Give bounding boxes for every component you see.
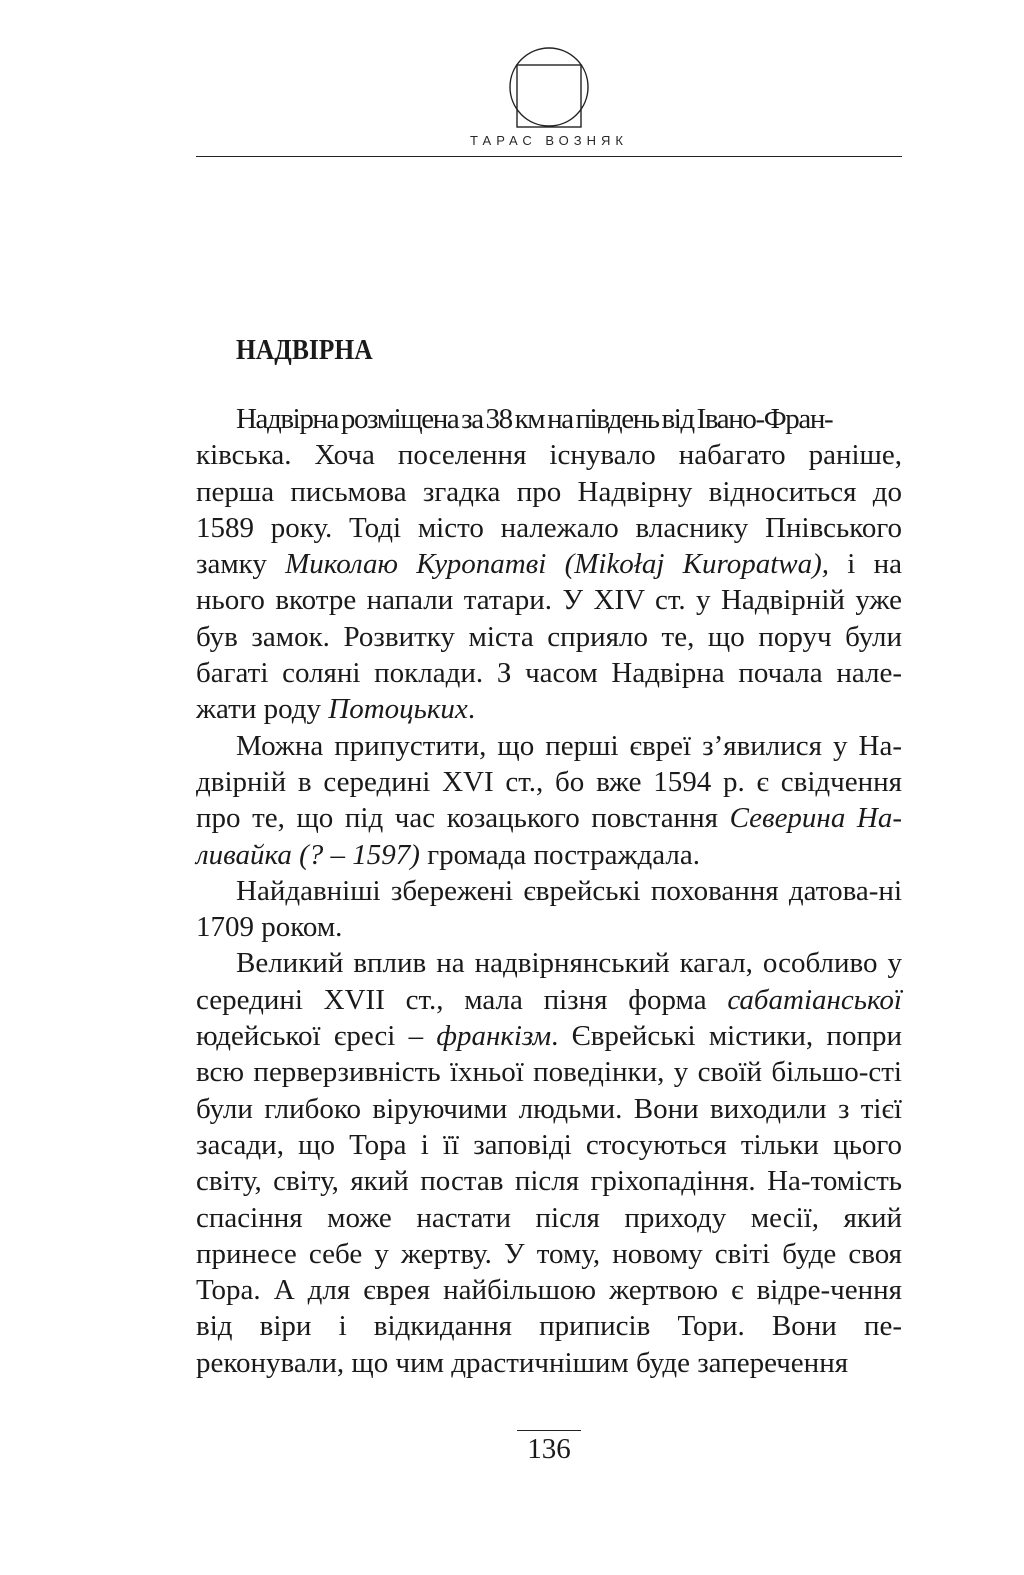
chapter-title: НАДВІРНА <box>236 334 373 366</box>
paragraph-2: Можна припустити, що перші євреї з’явилися у На-двірній в середині XVI ст., бо вже 1594 р. є свідчення про те, що під час козацького повстання Северина На-ливайка (? – 1597) громада постраждала. <box>196 729 903 871</box>
running-head: ТАРАС ВОЗНЯК <box>470 133 628 148</box>
paragraph-4: Великий вплив на надвірнянський кагал, особливо у середині XVII ст., мала пізня форма сабатіанської юдейської єресі – франкізм. Єврейські містики, попри всю перверзивність їхньої поведінки, у своїй більшо-сті були глибоко віруючими людьми. Вони виходили з тієї засади, що Тора і її заповіді стосуються тільки цього світу, світу, який постав після гріхопадіння. На-томість спасіння може настати після приходу месії, який принесе себе у жертву. У тому, новому світі буде своя Тора. А для єврея найбільшою жертвою є відре-чення від віри і відкидання приписів Тори. Вони пе-реконували, що чим драстичнішим буде заперечення <box>196 947 902 1379</box>
paragraph-1-first-line: Надвірна розміщена за 38 км на південь від Івано-Фран- <box>236 403 833 435</box>
paragraph-1: ківська. Хоча поселення існувало набагато раніше, перша письмова згадка про Надвірну відноситься до 1589 року. Тоді місто належало власнику Пнівського замку Миколаю Куропатві (Mikołaj Kuropatwa), і на нього вкотре напали татари. У XIV ст. у Надвірній уже був замок. Розвитку міста сприяло те, що поруч були багаті соляні поклади. З часом Надвірна почала нале-жати роду Потоцьких. <box>196 439 903 726</box>
page-number: 136 <box>196 1430 902 1466</box>
italic-term-frankism: франкізм <box>436 1020 552 1053</box>
italic-term-sabbatean: сабатіанської <box>727 983 902 1016</box>
italic-name-nalyvaiko: Северина На-ливайка (? – 1597) <box>196 802 903 871</box>
paragraph-3: Найдавніші збережені єврейські поховання датова-ні 1709 роком. <box>196 874 902 944</box>
italic-name-kuropatwa: Миколаю Куропатві (Mikołaj Kuropatwa), <box>285 548 830 581</box>
circle-square-emblem-icon <box>508 46 590 128</box>
italic-name-potocki: Потоцьких <box>328 693 468 726</box>
header-rule <box>196 156 902 157</box>
body-text <box>196 401 902 1381</box>
